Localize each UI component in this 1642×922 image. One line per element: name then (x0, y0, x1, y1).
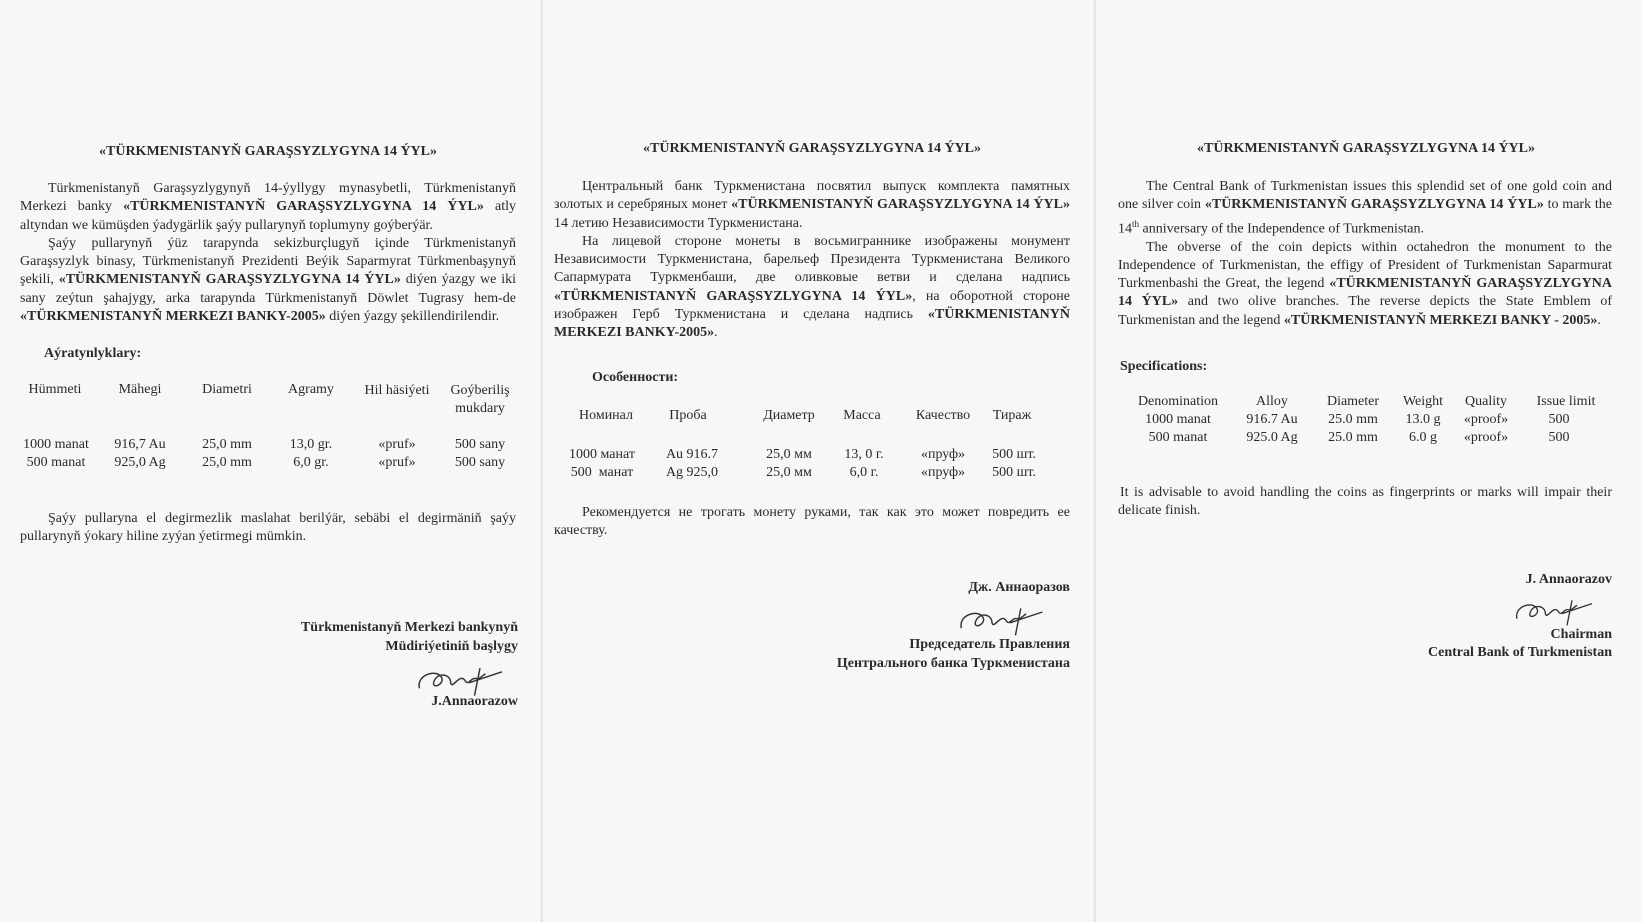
ru-signatory-title-2: Центрального банка Туркменистана (836, 656, 1070, 671)
tk-cell: 13,0 gr. (289, 437, 333, 452)
tk-body (20, 180, 516, 326)
tk-cell: 916,7 Au (114, 437, 166, 452)
en-signature-mark (1512, 594, 1612, 630)
ru-note: Рекомендуется не трогать монету руками, так как это может повредить ее качеству. (554, 505, 1070, 539)
ru-col-header: Тираж (992, 408, 1032, 423)
en-col-header: Denomination (1137, 394, 1219, 409)
en-cell: «proof» (1463, 412, 1509, 427)
tk-cell: 500 sany (454, 455, 506, 470)
ru-col-header: Диаметр (763, 408, 815, 423)
en-col-header: Alloy (1256, 394, 1288, 409)
tk-spec-heading: Aýratynlyklary: (44, 346, 142, 361)
en-body (1118, 178, 1612, 330)
en-cell: 1000 manat (1145, 412, 1211, 427)
ru-cell: 500 шт. (992, 465, 1036, 480)
en-cell: 925.0 Ag (1246, 430, 1298, 445)
en-cell: 500 manat (1148, 430, 1208, 445)
ru-cell: «пруф» (920, 465, 966, 480)
tk-note: Şaýy pullaryna el degirmezlik maslahat berilýär, sebäbi el degirmäniň şaýy pullarynyň ýokary hiline zyýan ýetirmegi mümkin. (20, 511, 516, 545)
tk-cell: 500 manat (26, 455, 86, 470)
en-signatory-title-2: Central Bank of Turkmenistan (1428, 645, 1612, 660)
tk-signatory-title-1: Türkmenistanyň Merkezi bankynyň (300, 620, 518, 635)
en-col-header: Issue limit (1536, 394, 1596, 409)
tk-col-header: Hümmeti (28, 382, 82, 397)
ru-cell: 25,0 мм (766, 465, 812, 480)
ru-signature-mark (956, 602, 1064, 640)
ru-col-header: Номинал (578, 408, 633, 423)
en-signatory-name: J. Annaorazov (1525, 572, 1612, 587)
en-cell: 6.0 g (1409, 430, 1437, 445)
en-cell: 25.0 mm (1328, 412, 1378, 427)
tk-cell: 6,0 gr. (293, 455, 329, 470)
ru-col-header: Проба (669, 408, 707, 423)
ru-cell: 13, 0 г. (844, 447, 884, 462)
tk-cell: «pruf» (378, 437, 416, 452)
en-note: It is advisable to avoid handling the coins as fingerprints or marks will impair their delicate finish. (1118, 485, 1612, 519)
tk-col-header: Agramy (288, 382, 334, 397)
en-spec-heading: Specifications: (1120, 359, 1208, 374)
ru-signatory-title-1: Председатель Правления (909, 637, 1070, 652)
ru-cell: 500 манат (570, 465, 634, 480)
tk-cell: 500 sany (454, 437, 506, 452)
tk-cell: «pruf» (378, 455, 416, 470)
ru-cell: 500 шт. (992, 447, 1036, 462)
en-cell: 13.0 g (1405, 412, 1441, 427)
tk-col-header: Diametri (202, 382, 252, 397)
tk-cell: 25,0 mm (202, 437, 252, 452)
en-title: «TÜRKMENISTANYŇ GARAŞSYZLYGYNA 14 ÝYL» (1197, 141, 1535, 156)
en-cell: 500 (1548, 430, 1570, 445)
ru-paragraph-2: На лицевой стороне монеты в восьмиграннике изображены монумент Независимости Туркменистана, барельеф Президента Туркменистана Великого Сапармурата Туркменбаши, две оливковые ветви и сделана надпись «TÜRKMENISTANYŇ GARAŞSYZLYGYNA 14 ÝYL», на оборотной стороне изображен Герб Туркменистана и сделана надпись «TÜRKMENISTANYŇ MERKEZI BANKY-2005». (554, 233, 1070, 341)
tk-cell: 925,0 Ag (114, 455, 166, 470)
ru-cell: Ag 925,0 (665, 465, 719, 480)
en-col-header: Diameter (1326, 394, 1380, 409)
en-cell: 500 (1548, 412, 1570, 427)
ru-cell: 25,0 мм (766, 447, 812, 462)
ru-cell: 6,0 г. (849, 465, 879, 480)
en-cell: «proof» (1463, 430, 1509, 445)
en-cell: 916.7 Au (1246, 412, 1298, 427)
tk-title: «TÜRKMENISTANYŇ GARAŞSYZLYGYNA 14 ÝYL» (99, 144, 437, 159)
ru-cell: 1000 манат (569, 447, 635, 462)
tk-paragraph-1: Türkmenistanyň Garaşsyzlygynyň 14-ýyllygy mynasybetli, Türkmenistanyň Merkezi banky «TÜRKMENISTANYŇ GARAŞSYZLYGYNA 14 ÝYL» atly altyndan we kümüşden ýadygärlik şaýy pullarynyň toplumyny goýberýär. (20, 181, 517, 233)
en-cell: 25.0 mm (1328, 430, 1378, 445)
en-signatory-title-1: Chairman (1550, 627, 1612, 642)
tk-col-header: Mähegi (118, 382, 162, 397)
en-paragraph-2: The obverse of the coin depicts within octahedron the monument to the Independence of Turkmenistan, the effigy of President of Turkmenistan Saparmurat Turkmenbashi the Great, the legend «TÜRKMENISTANYŇ GARAŞSYZLYGYNA 14 ÝYL» and two olive branches. The reverse depicts the State Emblem of Turkmenistan and the legend «TÜRKMENISTANYŇ MERKEZI BANKY - 2005». (1118, 239, 1613, 328)
ru-col-header: Масса (843, 408, 881, 423)
tk-cell: 1000 manat (23, 437, 89, 452)
tk-paragraph-2: Şaýy pullarynyň ýüz tarapynda sekizburçlugyň içinde Türkmenistanyň Garaşsyzlyk binasy, Türkmenistanyň Prezidenti Beýik Saparmyrat Türkmenbaşynyň şekili, «TÜRKMENISTANYŇ GARAŞSYZLYGYNA 14 ÝYL» diýen ýazgy we iki sany zeýtun şahajygy, arka tarapynda Türkmenistanyň Döwlet Tugrasy hem-de «TÜRKMENISTANYŇ MERKEZI BANKY-2005» diýen ýazgy şekillendirilendir. (20, 235, 517, 325)
en-col-header: Quality (1465, 394, 1507, 409)
ru-cell: Au 916.7 (665, 447, 719, 462)
ru-paragraph-1: Центральный банк Туркменистана посвятил выпуск комплекта памятных золотых и серебряных монет «TÜRKMENISTANYŇ GARAŞSYZLYGYNA 14 ÝYL» 14 летию Независимости Туркменистана. (554, 179, 1070, 231)
tk-cell: 25,0 mm (202, 455, 252, 470)
en-col-header: Weight (1402, 394, 1444, 409)
tk-col-header: Hil häsiýeti (364, 383, 430, 398)
ru-body (554, 178, 1070, 343)
tk-signatory-name: J.Annaorazow (431, 694, 518, 709)
ru-col-header: Качество (915, 408, 971, 423)
ru-spec-heading: Особенности: (592, 370, 679, 385)
tk-signatory-title-2: Müdiriýetiniň başlygy (385, 639, 518, 654)
ru-cell: «пруф» (920, 447, 966, 462)
panel-english (1096, 0, 1642, 922)
tk-col-header: Goýberiliş mukdary (450, 383, 510, 416)
en-paragraph-1: The Central Bank of Turkmenistan issues this splendid set of one gold coin and one silver coin «TÜRKMENISTANYŇ GARAŞSYZLYGYNA 14 ÝYL» to mark the 14th anniversary of the Independence of Turkmenistan. (1118, 179, 1612, 237)
ru-signatory-name: Дж. Аннаоразов (968, 580, 1070, 595)
ru-title: «TÜRKMENISTANYŇ GARAŞSYZLYGYNA 14 ÝYL» (643, 141, 981, 156)
